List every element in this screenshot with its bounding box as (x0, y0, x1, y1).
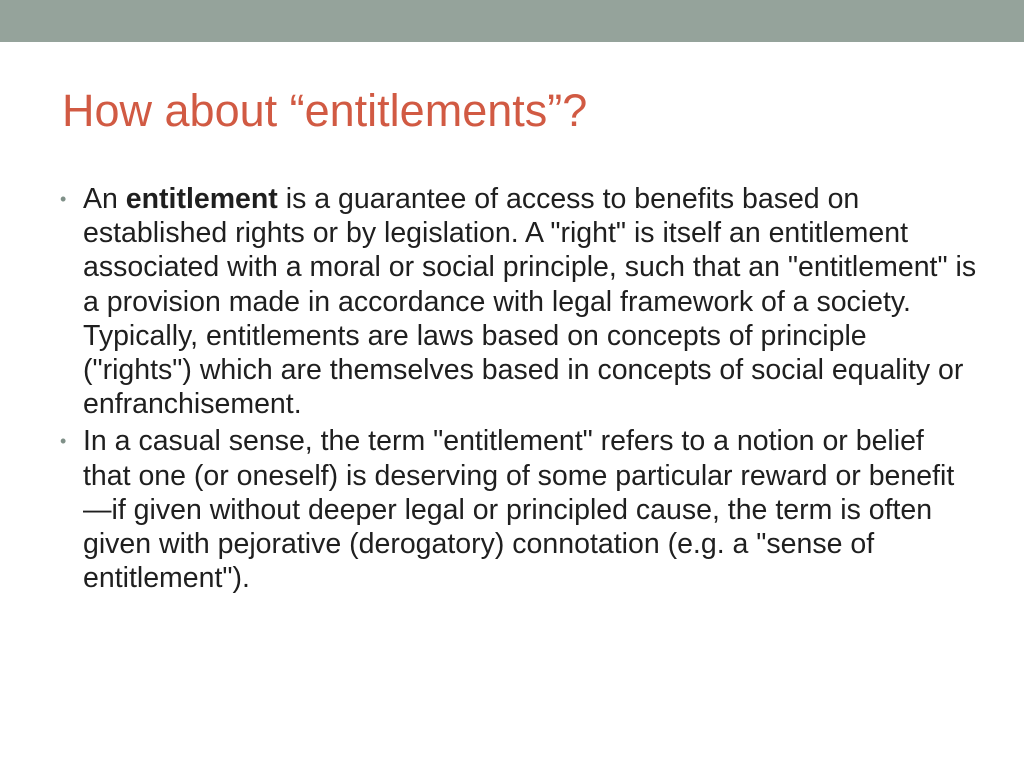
bullet-text-intro: An (83, 183, 126, 215)
bullet-item-casual-sense (58, 424, 978, 595)
bullet-marker-icon: • (60, 189, 67, 209)
top-accent-band (0, 0, 1024, 42)
bullet-list (58, 182, 978, 598)
bullet-text (83, 183, 976, 420)
bullet-text: In a casual sense, the term "entitlement" refers to a notion or belief that one (or oneself) is deserving of some particular reward or benefit—if given without deeper legal or principled cause, the term is often given with pejorative (derogatory) connotation (e.g. a "sense of entitlement"). (83, 425, 955, 595)
bullet-marker-icon: • (60, 431, 67, 452)
bullet-item-definition (58, 182, 978, 421)
bullet-keyword: entitlement (125, 183, 278, 215)
slide-title: How about “entitlements”? (62, 85, 588, 136)
bullet-text-body: is a guarantee of access to benefits based on established rights or by legislation. A "right" is itself an entitlement associated with a moral or social principle, such that an "entitlement" is a provision made in accordance with legal framework of a society. Typically, entitlements are laws based on concepts of principle ("rights") which are themselves based in concepts of social equality or enfranchisement. (83, 183, 977, 421)
